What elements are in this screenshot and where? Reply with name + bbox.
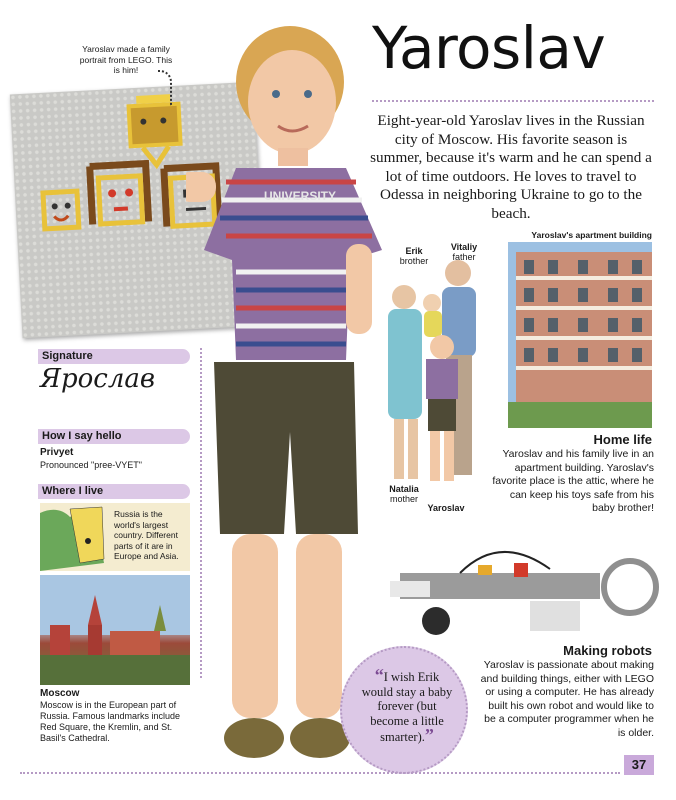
- quote-text: [360, 665, 454, 745]
- natalia-label: [384, 484, 424, 504]
- bottom-divider: [20, 772, 620, 774]
- home-life-title: Home life: [593, 432, 652, 447]
- erik-label: [396, 246, 432, 266]
- apartment-label: Yaroslav's apartment building: [531, 230, 652, 240]
- hello-pronunciation: Pronounced "pree-VYET": [40, 460, 142, 470]
- hello-word: Privyet: [40, 447, 74, 458]
- natalia-name: Natalia: [389, 484, 419, 494]
- hello-heading: How I say hello: [38, 429, 190, 444]
- making-robots-text: Yaroslav is passionate about making and building things, either with LEGO or using a computer. He has already built his own robot and would like to be a computer programmer when he is older.: [480, 659, 654, 739]
- moscow-text: Moscow is in the European part of Russia. Famous landmarks include Red Square, the Kremlin, and St. Basil's Cathedral.: [40, 700, 181, 743]
- signature-heading: Signature: [38, 349, 190, 364]
- page-title: Yaroslav: [372, 14, 606, 82]
- shirt-text: UNIVERSITY: [264, 189, 337, 203]
- home-life-text: Yaroslav and his family live in an apartment building. Yaroslav's favorite place is the attic, where he can keep his toys safe from his baby brother!: [492, 448, 654, 514]
- caption-pointer: [158, 70, 172, 106]
- kremlin-skyline: [40, 575, 190, 685]
- vitaliy-name: Vitaliy: [450, 242, 478, 252]
- erik-name: Erik: [405, 246, 423, 256]
- quote-open-mark: “: [374, 665, 384, 685]
- moscow-kremlin-image: [40, 575, 190, 685]
- vitaliy-role: father: [452, 252, 476, 262]
- erik-role: brother: [399, 256, 429, 266]
- apartment-building-image: [508, 242, 652, 428]
- quote-body: I wish Erik would stay a baby forever (but become a little smarter).: [361, 670, 453, 744]
- russia-fact: Russia is the world's largest country. Different parts of it are in Europe and Asia.: [114, 509, 179, 561]
- map-image: [40, 503, 190, 571]
- page-number: 37: [624, 755, 654, 775]
- vitaliy-label: [444, 242, 484, 262]
- signature-text: Ярослав: [40, 364, 156, 394]
- moscow-title: Moscow: [40, 688, 80, 699]
- quote-bubble: [340, 646, 468, 774]
- quote-close-mark: ”: [424, 725, 434, 745]
- intro-paragraph: Eight-year-old Yaroslav lives in the Russian city of Moscow. His favorite season is summer, because it's warm and he can spend a lot of time outdoors. He loves to travel to Odessa in neighboring Ukraine to go to the beach.: [370, 112, 652, 222]
- yaroslav-label: Yaroslav: [427, 503, 465, 513]
- title-divider: [372, 100, 654, 102]
- where-i-live-heading: Where I live: [38, 484, 190, 499]
- lego-caption: Yaroslav made a family portrait from LEGO. This is him!: [79, 44, 173, 75]
- making-robots-title: Making robots: [563, 643, 652, 658]
- apartment-building: [508, 242, 652, 428]
- sidebar-divider: [200, 348, 202, 678]
- natalia-role: mother: [389, 494, 418, 504]
- lego-robot-image: [380, 543, 660, 643]
